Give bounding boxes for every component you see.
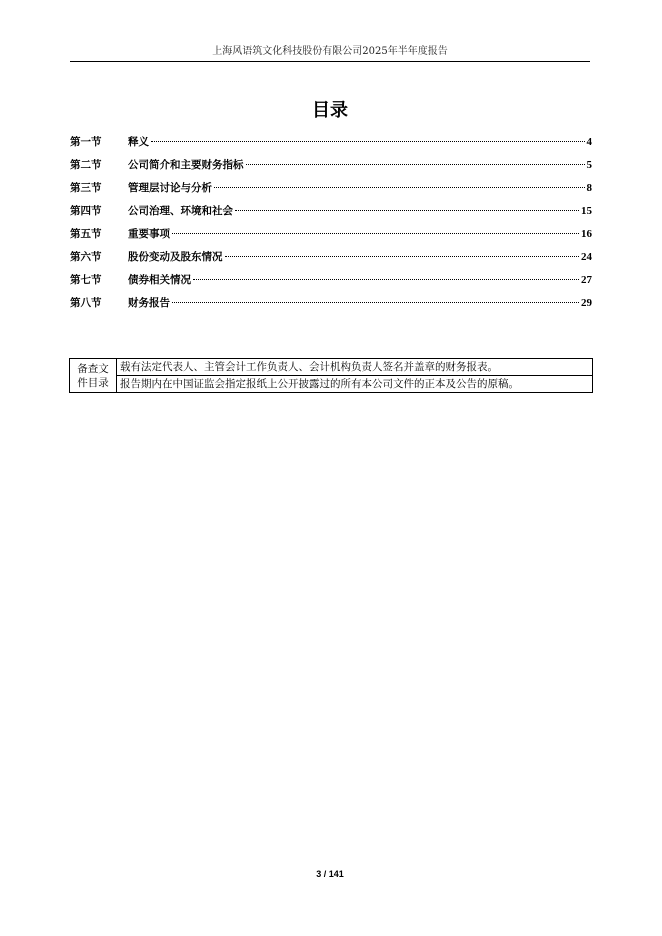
toc-entry[interactable]: [70, 226, 592, 249]
toc-entry[interactable]: [70, 295, 592, 318]
toc-section-number: 第五节: [70, 228, 102, 240]
toc-section-title: 管理层讨论与分析: [128, 182, 212, 194]
toc-section-title: 释义: [128, 136, 149, 148]
toc-section-number: 第一节: [70, 136, 102, 148]
toc-page-number: 15: [581, 205, 592, 217]
toc-leader-dots: [172, 302, 579, 303]
toc-entry[interactable]: [70, 272, 592, 295]
toc-entry[interactable]: [70, 203, 592, 226]
reference-label-line: 备查文: [77, 362, 109, 375]
page-indicator: 3 / 141: [316, 869, 344, 879]
toc-leader-dots: [193, 279, 579, 280]
toc-page-number: 16: [581, 228, 592, 240]
table-of-contents: [70, 134, 592, 318]
reference-documents-label: [70, 359, 117, 393]
toc-section-title: 重要事项: [128, 228, 170, 240]
header-divider: [70, 61, 590, 62]
toc-leader-dots: [235, 210, 579, 211]
toc-section-title: 公司治理、环境和社会: [128, 205, 233, 217]
toc-entry[interactable]: [70, 249, 592, 272]
toc-leader-dots: [151, 141, 585, 142]
reference-label-line: 件目录: [77, 376, 109, 389]
toc-section-number: 第六节: [70, 251, 102, 263]
toc-leader-dots: [246, 164, 585, 165]
toc-entry[interactable]: [70, 134, 592, 157]
reference-document-item: 载有法定代表人、主管会计工作负责人、会计机构负责人签名并盖章的财务报表。: [117, 359, 593, 376]
toc-section-title: 财务报告: [128, 297, 170, 309]
table-row: [70, 376, 593, 393]
toc-page-number: 4: [586, 136, 592, 148]
toc-page-number: 8: [586, 182, 592, 194]
toc-section-number: 第八节: [70, 297, 102, 309]
toc-leader-dots: [172, 233, 579, 234]
toc-section-number: 第三节: [70, 182, 102, 194]
toc-section-number: 第七节: [70, 274, 102, 286]
toc-page-number: 27: [581, 274, 592, 286]
toc-leader-dots: [225, 256, 580, 257]
toc-leader-dots: [214, 187, 585, 188]
toc-entry[interactable]: [70, 180, 592, 203]
toc-page-number: 24: [581, 251, 592, 263]
toc-section-title: 公司简介和主要财务指标: [128, 159, 244, 171]
table-row: [70, 359, 593, 376]
running-header: 上海风语筑文化科技股份有限公司2025年半年度报告: [212, 46, 448, 57]
toc-section-number: 第二节: [70, 159, 102, 171]
reference-documents-table: [69, 358, 593, 393]
toc-page-number: 5: [586, 159, 592, 171]
toc-page-number: 29: [581, 297, 592, 309]
toc-section-title: 股份变动及股东情况: [128, 251, 223, 263]
toc-section-number: 第四节: [70, 205, 102, 217]
toc-section-title: 债券相关情况: [128, 274, 191, 286]
toc-title: 目录: [312, 100, 348, 121]
reference-document-item: 报告期内在中国证监会指定报纸上公开披露过的所有本公司文件的正本及公告的原稿。: [117, 376, 593, 393]
toc-entry[interactable]: [70, 157, 592, 180]
